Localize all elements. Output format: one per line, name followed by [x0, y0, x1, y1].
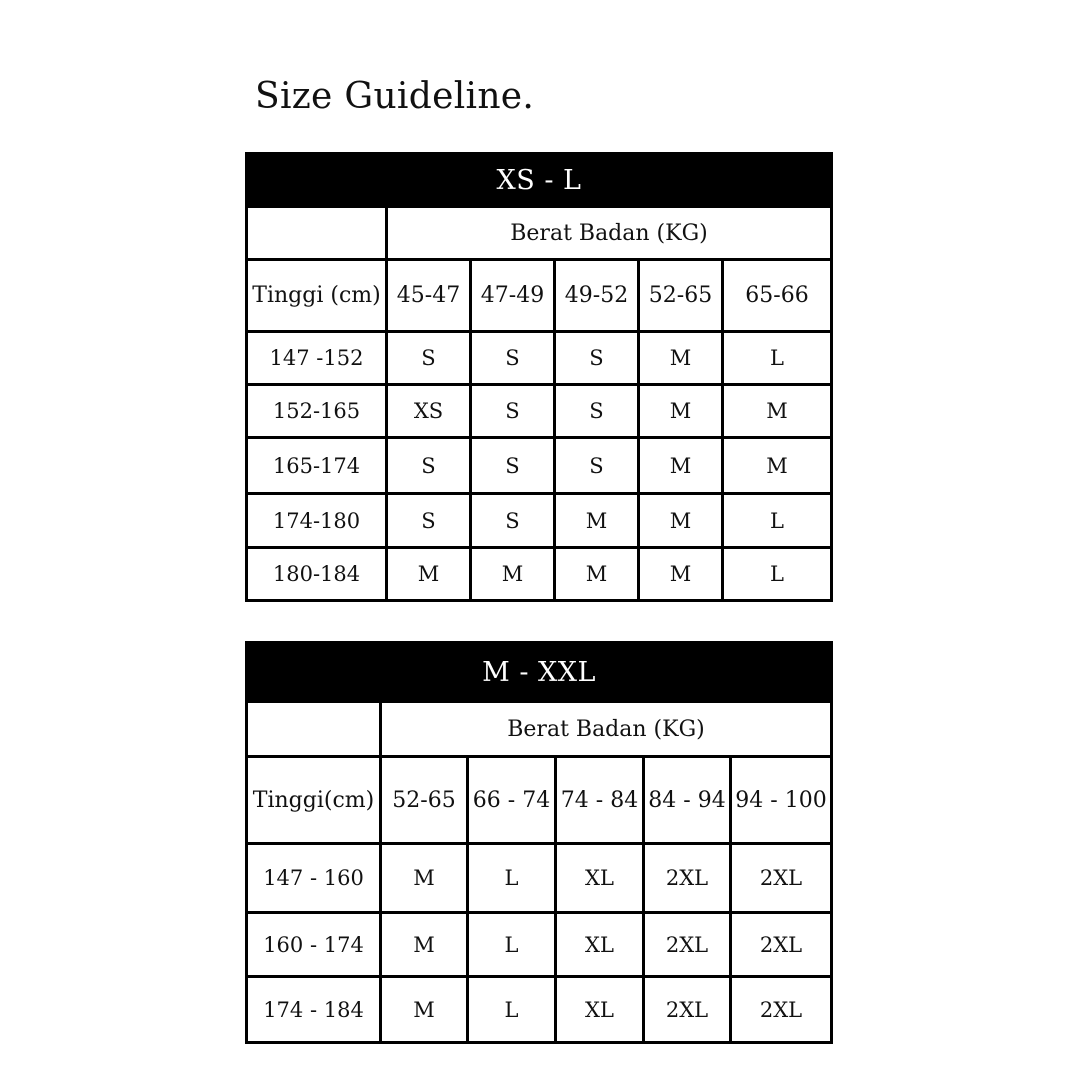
size-cell: M [639, 385, 723, 438]
size-cell: L [468, 913, 556, 977]
table-row [247, 977, 832, 1043]
size-cell: S [471, 332, 555, 385]
corner-blank-cell [247, 207, 387, 260]
size-cell: M [471, 548, 555, 601]
table-row [247, 548, 832, 601]
height-column-header: Tinggi (cm) [247, 260, 387, 332]
table-row [247, 385, 832, 438]
height-range-cell: 180-184 [247, 548, 387, 601]
weight-column-header: 49-52 [555, 260, 639, 332]
size-cell: 2XL [644, 977, 731, 1043]
size-cell: S [471, 494, 555, 548]
size-cell: M [639, 494, 723, 548]
size-cell: M [555, 548, 639, 601]
size-cell: S [555, 385, 639, 438]
size-cell: XL [556, 977, 644, 1043]
size-cell: M [381, 844, 468, 913]
size-cell: S [555, 438, 639, 494]
weight-column-header: 66 - 74 [468, 757, 556, 844]
size-cell: XL [556, 844, 644, 913]
weight-column-header: 74 - 84 [556, 757, 644, 844]
size-cell: M [555, 494, 639, 548]
size-cell: M [381, 913, 468, 977]
size-cell: 2XL [731, 977, 832, 1043]
height-range-cell: 174-180 [247, 494, 387, 548]
size-cell: L [723, 332, 832, 385]
corner-blank-cell [247, 702, 381, 757]
size-cell: M [639, 548, 723, 601]
size-cell: S [387, 494, 471, 548]
size-cell: L [723, 548, 832, 601]
size-cell: XL [556, 913, 644, 977]
height-column-header: Tinggi(cm) [247, 757, 381, 844]
weight-column-header: 94 - 100 [731, 757, 832, 844]
size-cell: M [381, 977, 468, 1043]
size-table-xs-l [245, 152, 833, 602]
table-row [247, 494, 832, 548]
size-cell: L [723, 494, 832, 548]
weight-column-header: 45-47 [387, 260, 471, 332]
size-cell: S [387, 332, 471, 385]
height-range-cell: 147 -152 [247, 332, 387, 385]
size-cell: XS [387, 385, 471, 438]
weight-header: Berat Badan (KG) [381, 702, 832, 757]
table-title: M - XXL [247, 643, 832, 702]
size-cell: M [723, 385, 832, 438]
size-cell: M [387, 548, 471, 601]
height-range-cell: 147 - 160 [247, 844, 381, 913]
size-cell: S [387, 438, 471, 494]
weight-column-header: 47-49 [471, 260, 555, 332]
size-cell: M [723, 438, 832, 494]
size-cell: M [639, 332, 723, 385]
table-row [247, 844, 832, 913]
weight-column-header: 52-65 [639, 260, 723, 332]
weight-column-header: 84 - 94 [644, 757, 731, 844]
size-cell: L [468, 844, 556, 913]
size-cell: M [639, 438, 723, 494]
size-cell: S [555, 332, 639, 385]
height-range-cell: 152-165 [247, 385, 387, 438]
weight-header: Berat Badan (KG) [387, 207, 832, 260]
weight-column-header: 65-66 [723, 260, 832, 332]
table-row [247, 913, 832, 977]
height-range-cell: 174 - 184 [247, 977, 381, 1043]
height-range-cell: 165-174 [247, 438, 387, 494]
table-title: XS - L [247, 154, 832, 207]
table-row [247, 438, 832, 494]
size-cell: S [471, 385, 555, 438]
size-cell: 2XL [731, 844, 832, 913]
size-cell: 2XL [731, 913, 832, 977]
size-table-m-xxl [245, 641, 833, 1044]
size-cell: S [471, 438, 555, 494]
size-cell: 2XL [644, 913, 731, 977]
weight-column-header: 52-65 [381, 757, 468, 844]
size-cell: 2XL [644, 844, 731, 913]
height-range-cell: 160 - 174 [247, 913, 381, 977]
size-cell: L [468, 977, 556, 1043]
table-row [247, 332, 832, 385]
page-title: Size Guideline. [255, 76, 535, 117]
